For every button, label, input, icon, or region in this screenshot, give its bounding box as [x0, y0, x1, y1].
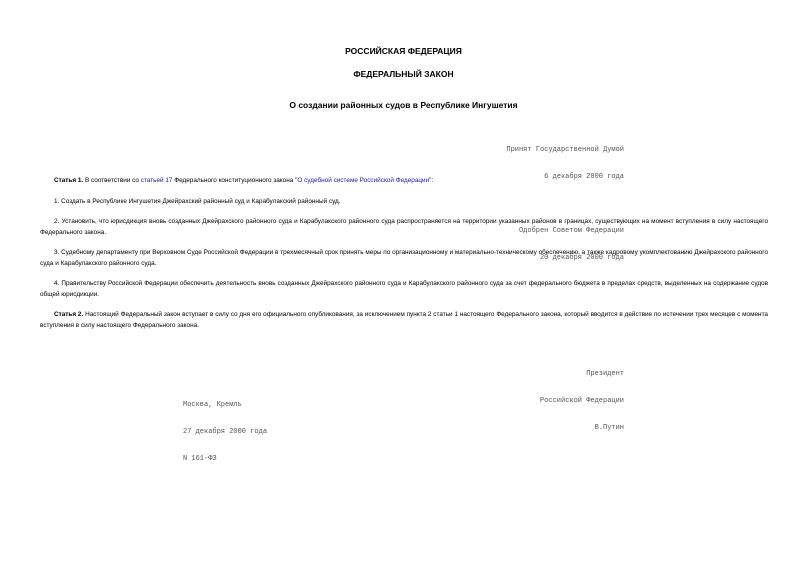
- article-1-intro-middle: Федерального конституционного закона ": [172, 177, 298, 184]
- law-number: N 161-ФЗ: [183, 455, 217, 463]
- article-17-link[interactable]: статьей 17: [140, 177, 173, 184]
- place-date-block: [183, 383, 267, 482]
- article-1-label: Статья 1.: [54, 177, 84, 184]
- article-1-intro-text: В соответствии со: [83, 177, 141, 184]
- council-line-1: Одобрен Советом Федерации: [518, 227, 624, 235]
- article-1-point-1: 1. Создать в Республике Ингушетия Джейрахский районный суд и Карабулакский районный суд.: [54, 197, 341, 205]
- council-line-2: 20 декабря 2000 года: [539, 254, 624, 262]
- signature-block: [540, 352, 624, 451]
- article-1-intro: [40, 176, 768, 187]
- article-1-intro-end: ":: [429, 177, 434, 184]
- law-body: [40, 176, 768, 331]
- article-2-text: Настоящий Федеральный закон вступает в силу со дня его официального опубликования, за исключением пункта 2 статьи 1 настоящего Федерального закона, который вводится в действие по истечении трех месяцев с момента вступления в силу настоящего Федерального закона.: [40, 311, 768, 329]
- article-1-point-2: 2. Установить, что юрисдикция вновь созданных Джейрахского районного суда и Карабулакского районного суда распространяется на территории указанных районов в границах, существующих на момент вступления в силу настоящего Федерального закона.: [40, 218, 768, 236]
- law-type-heading: ФЕДЕРАЛЬНЫЙ ЗАКОН: [353, 69, 454, 79]
- federation-heading: РОССИЙСКАЯ ФЕДЕРАЦИЯ: [345, 46, 462, 56]
- signature-line-2: Российской Федерации: [539, 397, 624, 405]
- article-1-point-4: 4. Правительству Российской Федерации обеспечить деятельность вновь созданных Джейрахского районного суда и Карабулакского районного суда за счет федерального бюджета в пределах средств, выделенных на содержание судов общей юрисдикции.: [40, 280, 768, 298]
- signature-line-1: Президент: [586, 370, 624, 378]
- date-line: 27 декабря 2000 года: [183, 428, 268, 436]
- duma-line-2: 6 декабря 2000 года: [544, 173, 624, 181]
- judicial-system-law-link[interactable]: О судебной системе Российской Федерации: [297, 177, 430, 184]
- place-line: Москва, Кремль: [183, 401, 242, 409]
- article-2-label: Статья 2.: [54, 311, 84, 318]
- law-title: О создании районных судов в Республике Ингушетия: [289, 100, 518, 110]
- article-1-point-3: 3. Судебному департаменту при Верховном Суде Российской Федерации в трехмесячный срок принять меры по организационному и материально-техническому обеспечению, а также кадровому укомплектованию Джейрахского районного суда и Карабулакского районного суда.: [40, 249, 768, 267]
- signature-line-3: В.Путин: [594, 424, 624, 432]
- article-2: [40, 310, 768, 331]
- duma-line-1: Принят Государственной Думой: [506, 146, 624, 154]
